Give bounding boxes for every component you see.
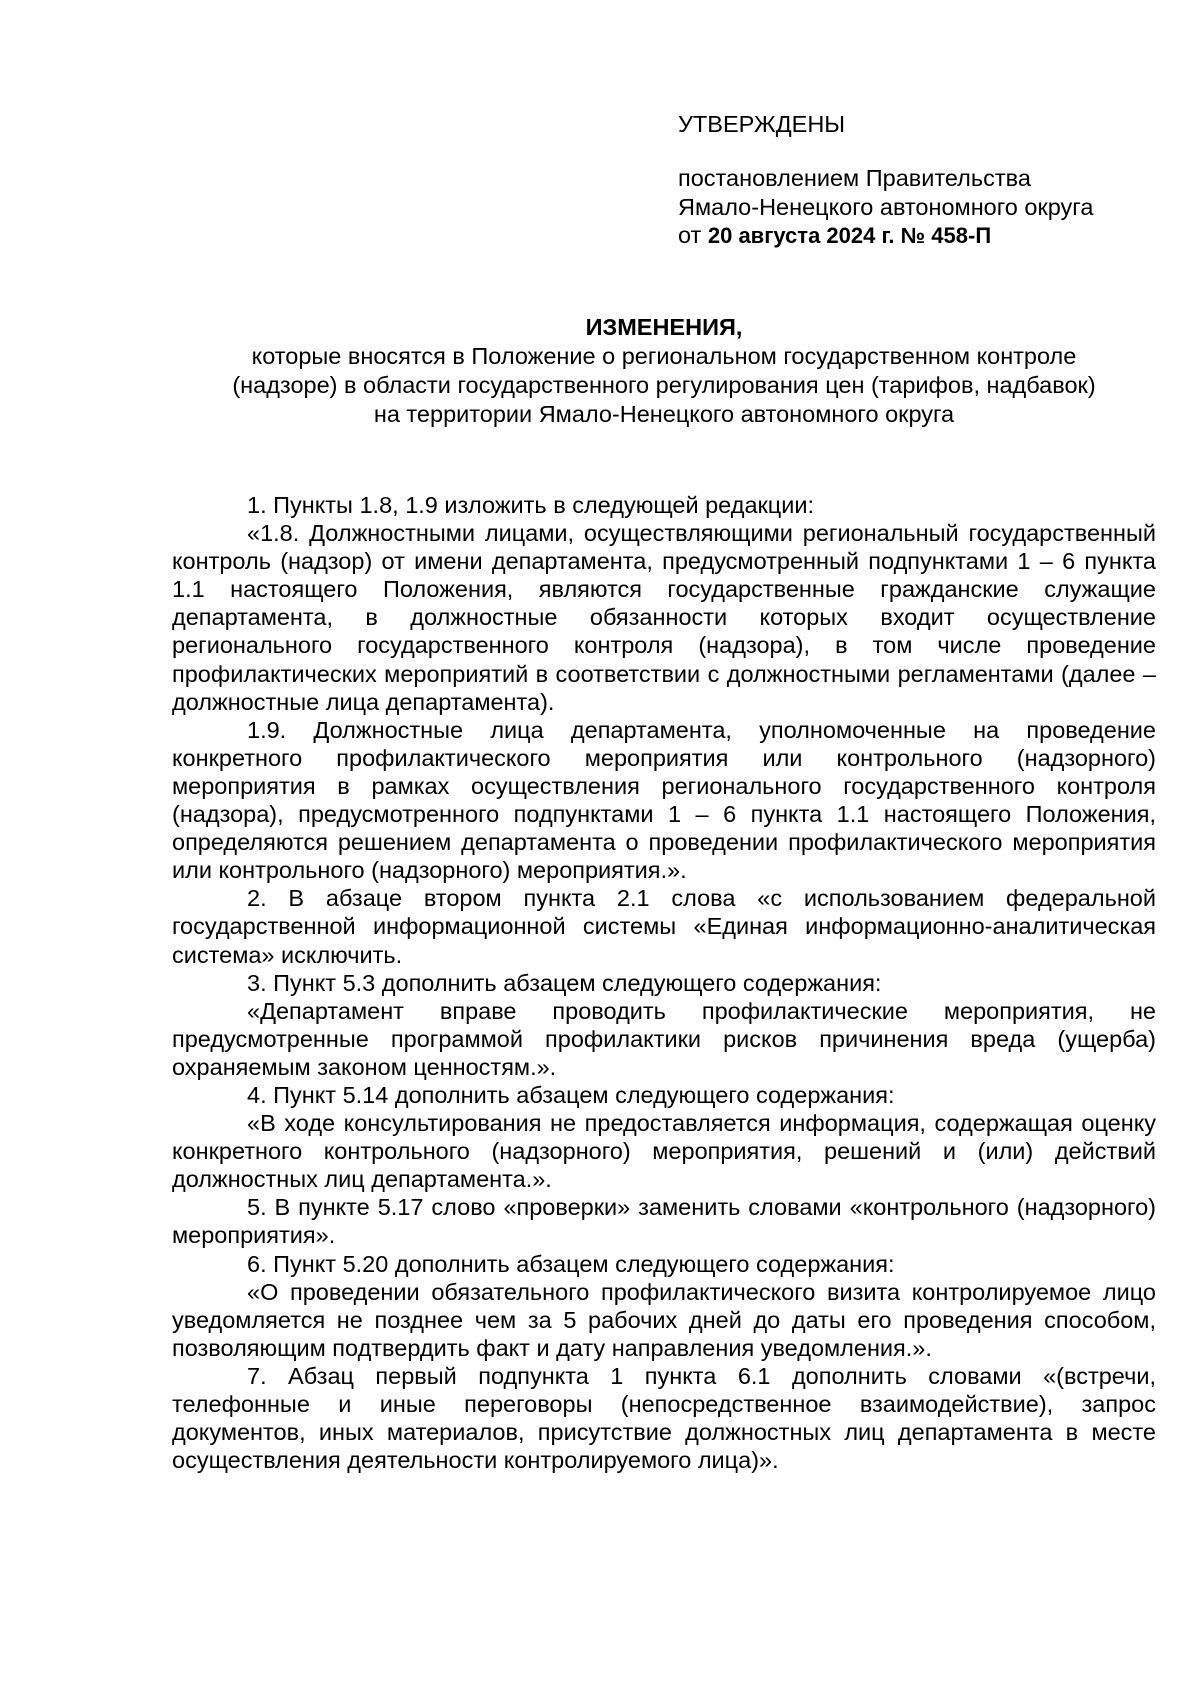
paragraph: 7. Абзац первый подпункта 1 пункта 6.1 дополнить словами «(встречи, телефонные и иные переговоры (непосредственное взаимодействие), запрос документов, иных материалов, присутствие должностных лиц департамента в месте осуществления деятельности контролируемого лица)». <box>172 1362 1156 1474</box>
paragraph: 1.9. Должностные лица департамента, уполномоченные на проведение конкретного профилактического мероприятия или контрольного (надзорного) мероприятия в рамках осуществления регионального государственного контроля (надзора), предусмотренного подпунктами 1 – 6 пункта 1.1 настоящего Положения, определяются решением департамента о проведении профилактического мероприятия или контрольного (надзорного) мероприятия.». <box>172 716 1156 884</box>
approved-label: УТВЕРЖДЕНЫ <box>678 111 846 137</box>
paragraph: 4. Пункт 5.14 дополнить абзацем следующего содержания: <box>247 1081 895 1108</box>
document-subtitle-line-3: на территории Ямало-Ненецкого автономного округа <box>373 401 955 427</box>
paragraph: 5. В пункте 5.17 слово «проверки» заменить словами «контрольного (надзорного) мероприятия». <box>172 1194 1156 1249</box>
approval-block <box>678 110 1178 251</box>
document-body <box>172 491 1156 1474</box>
date-prefix: от <box>678 222 702 249</box>
paragraph: 6. Пункт 5.20 дополнить абзацем следующего содержания: <box>247 1250 895 1277</box>
document-subtitle-line-1: которые вносятся в Положение о региональном государственном контроле <box>251 343 1077 369</box>
document-heading <box>170 313 1158 429</box>
decree-date-number: 20 августа 2024 г. № 458-П <box>707 223 992 249</box>
approval-issuer-line-2: Ямало-Ненецкого автономного округа <box>678 193 1094 220</box>
paragraph: 1. Пункты 1.8, 1.9 изложить в следующей редакции: <box>247 492 815 518</box>
paragraph: 3. Пункт 5.3 дополнить абзацем следующего содержания: <box>247 969 882 996</box>
paragraph: 2. В абзаце втором пункта 2.1 слова «с использованием федеральной государственной информационной системы «Единая информационно-аналитическая система» исключить. <box>172 885 1156 968</box>
paragraph: «Департамент вправе проводить профилактические мероприятия, не предусмотренные программой профилактики рисков причинения вреда (ущерба) охраняемым законом ценностям.». <box>172 997 1156 1080</box>
approval-issuer-line-1: постановлением Правительства <box>678 165 1031 192</box>
paragraph: «В ходе консультирования не предоставляется информация, содержащая оценку конкретного контрольного (надзорного) мероприятия, решений и (или) действий должностных лиц департамента.». <box>172 1110 1156 1193</box>
approval-date-line <box>678 221 1178 250</box>
paragraph: «О проведении обязательного профилактического визита контролируемое лицо уведомляется не позднее чем за 5 рабочих дней до даты его проведения способом, позволяющим подтвердить факт и дату направления уведомления.». <box>172 1278 1156 1361</box>
document-subtitle-line-2: (надзоре) в области государственного регулирования цен (тарифов, надбавок) <box>232 372 1096 398</box>
document-title: ИЗМЕНЕНИЯ, <box>585 314 743 340</box>
paragraph: «1.8. Должностными лицами, осуществляющими региональный государственный контроль (надзор) от имени департамента, предусмотренный подпунктами 1 – 6 пункта 1.1 настоящего Положения, являются государственные гражданские служащие департамента, в должностные обязанности которых входит осуществление регионального государственного контроля (надзора), в том числе проведение профилактических мероприятий в соответствии с должностными регламентами (далее – должностные лица департамента). <box>172 520 1156 715</box>
